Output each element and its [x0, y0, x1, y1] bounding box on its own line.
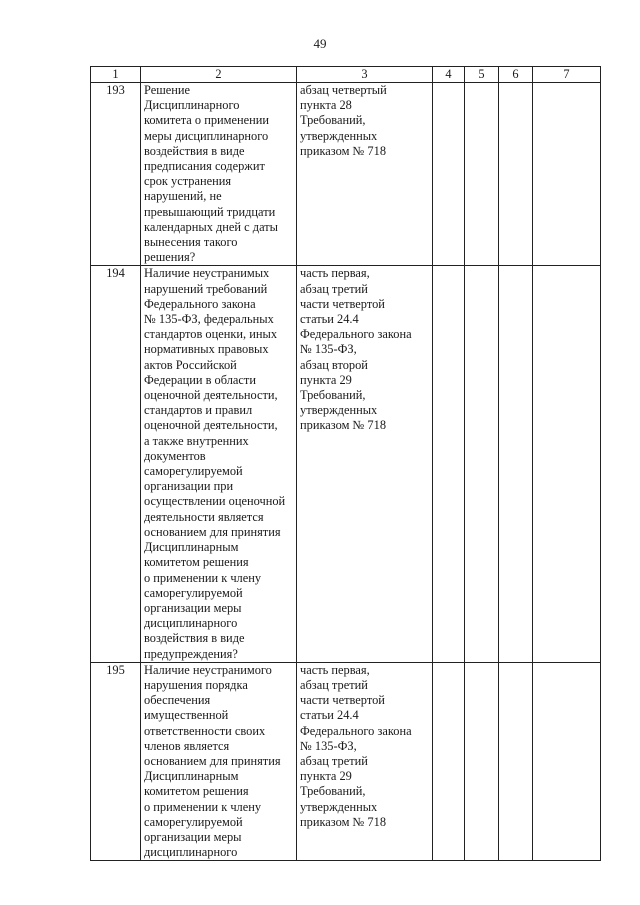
empty-cell	[465, 83, 499, 266]
empty-cell	[499, 266, 533, 662]
column-header: 7	[533, 67, 601, 83]
column-header: 4	[433, 67, 465, 83]
table-header-row	[91, 67, 601, 83]
row-reference: часть первая, абзац третий части четвертой статьи 24.4 Федерального закона № 135-ФЗ, абзац третий пункта 29 Требований, утвержденных приказом № 718	[297, 662, 433, 861]
row-question: Наличие неустранимого нарушения порядка обеспечения имущественной ответственности своих членов является основанием для принятия Дисциплинарным комитетом решения о применении к члену саморегулируемой организации меры дисциплинарного	[141, 662, 297, 861]
table-row	[91, 83, 601, 266]
table-row	[91, 662, 601, 861]
row-reference: абзац четвертый пункта 28 Требований, утвержденных приказом № 718	[297, 83, 433, 266]
row-question: Наличие неустранимых нарушений требований Федерального закона № 135-ФЗ, федеральных стандартов оценки, иных нормативных правовых актов Российской Федерации в области оценочной деятельности, стандартов и правил оценочной деятельности, а также внутренних документов саморегулируемой организации при осуществлении оценочной деятельности является основанием для принятия Дисциплинарным комитетом решения о применении к члену саморегулируемой организации меры дисциплинарного воздействия в виде предупреждения?	[141, 266, 297, 662]
column-header: 3	[297, 67, 433, 83]
empty-cell	[533, 266, 601, 662]
checklist-table	[90, 66, 601, 861]
empty-cell	[499, 662, 533, 861]
column-header: 6	[499, 67, 533, 83]
column-header: 2	[141, 67, 297, 83]
row-number: 195	[91, 662, 141, 861]
empty-cell	[433, 662, 465, 861]
row-question: Решение Дисциплинарного комитета о применении меры дисциплинарного воздействия в виде предписания содержит срок устранения нарушений, не превышающий тридцати календарных дней с даты вынесения такого решения?	[141, 83, 297, 266]
column-header: 5	[465, 67, 499, 83]
column-header: 1	[91, 67, 141, 83]
row-reference: часть первая, абзац третий части четвертой статьи 24.4 Федерального закона № 135-ФЗ, абзац второй пункта 29 Требований, утвержденных приказом № 718	[297, 266, 433, 662]
row-number: 194	[91, 266, 141, 662]
table-row	[91, 266, 601, 662]
empty-cell	[499, 83, 533, 266]
empty-cell	[533, 83, 601, 266]
empty-cell	[433, 266, 465, 662]
row-number: 193	[91, 83, 141, 266]
page-number: 49	[313, 36, 327, 51]
empty-cell	[465, 662, 499, 861]
empty-cell	[433, 83, 465, 266]
empty-cell	[465, 266, 499, 662]
empty-cell	[533, 662, 601, 861]
